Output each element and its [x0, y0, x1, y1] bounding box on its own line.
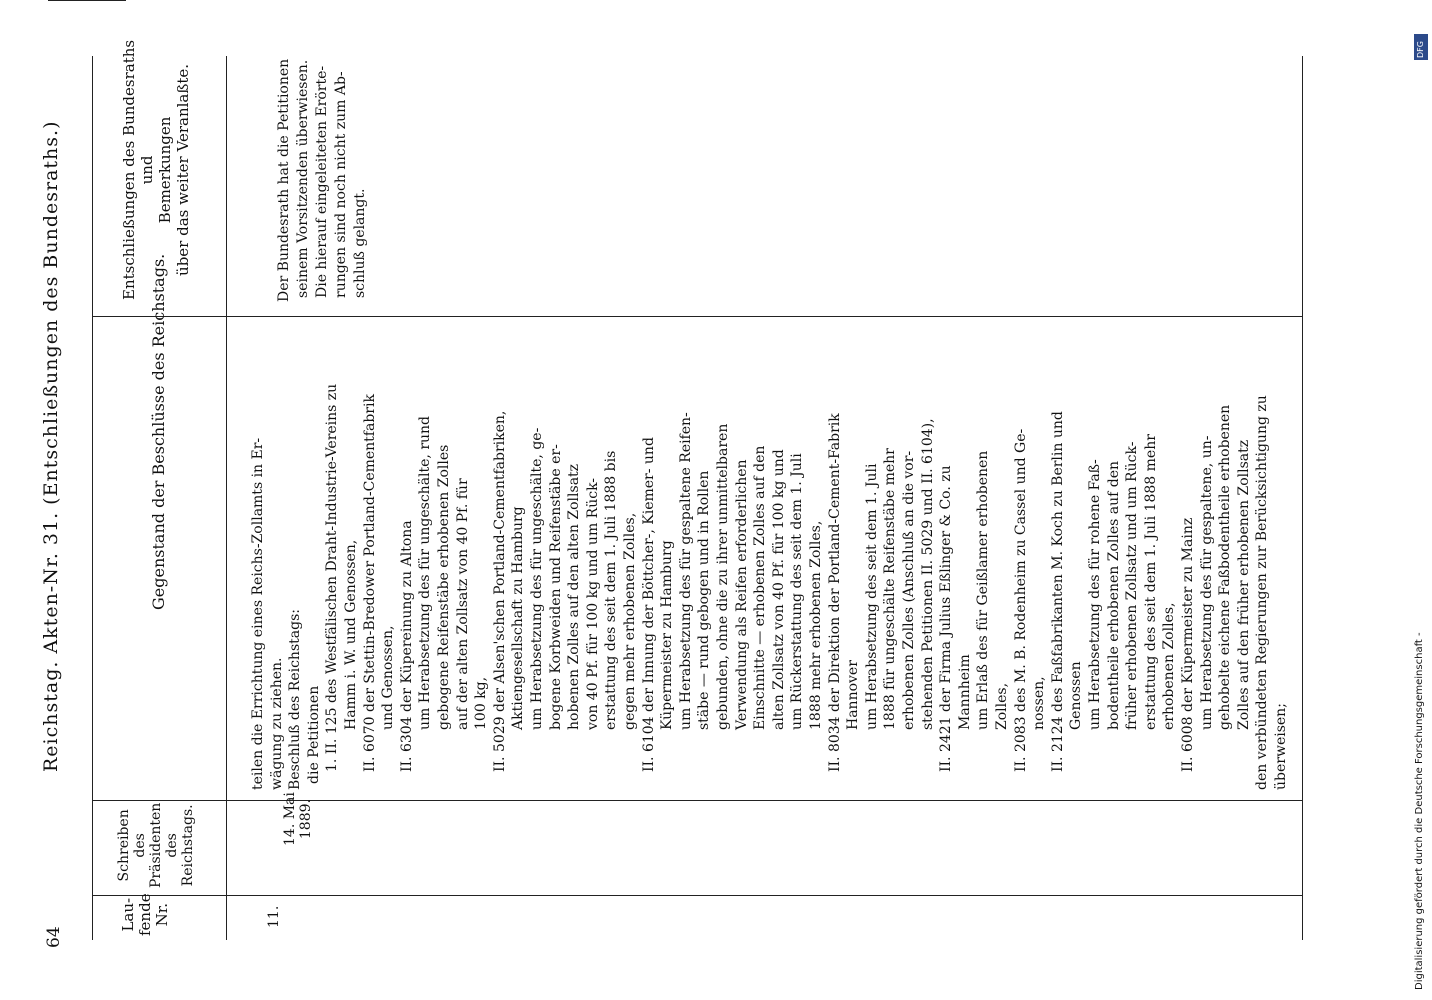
- subject-line: II. 2124 des Faßfabrikanten M. Koch zu Berlin und: [1049, 411, 1066, 772]
- subject-line: erstattung des seit dem 1. Juli 1888 bis: [603, 450, 620, 730]
- subject-line: erstattung des seit dem 1. Juli 1888 mehr: [1142, 434, 1159, 730]
- subject-line: bodentheile erhobenen Zolles auf den: [1105, 460, 1122, 730]
- page-number: 64: [44, 926, 64, 948]
- subject-line: Einschnitte — erhobenen Zolles auf den: [752, 445, 769, 730]
- subject-line: 1888 für ungeschälte Reifenstäbe mehr: [882, 448, 899, 730]
- remarks-line: seinem Vorsitzenden überwiesen.: [295, 59, 311, 298]
- remarks-line: Der Bundesrath hat die Petitionen: [276, 58, 292, 302]
- column-divider-3: [92, 316, 1302, 317]
- subject-line: um Herabsetzung des für ungeschälte, rund: [417, 415, 434, 730]
- subject-line: II. 8034 der Direktion der Portland-Cement-Fabrik: [826, 413, 843, 772]
- entry-number: 11.: [266, 905, 282, 928]
- subject-line: Küpermeister zu Hamburg: [659, 540, 676, 730]
- subject-line: um Herabsetzung des für ungeschälte, ge-: [529, 427, 545, 730]
- subject-line: Hamm i. W. und Genossen,: [343, 539, 359, 730]
- subject-line: um Herabsetzung des seit dem 1. Juli: [863, 463, 880, 730]
- subject-line: teilen die Errichtung eines Reichs-Zollamts in Er-: [250, 437, 266, 790]
- subject-line: II. 6070 der Stettin-Bredower Portland-Cementfabrik: [361, 394, 378, 772]
- header-bottom-rule: [226, 56, 227, 940]
- subject-line: 1. II. 125 des Westfälischen Draht-Industrie-Vereins zu: [324, 383, 341, 772]
- subject-line: Genossen: [1068, 661, 1085, 730]
- dfg-logo: DFG: [1414, 34, 1428, 60]
- running-head: Reichstag. Akten-Nr. 31. (Entschließungen des Bundesraths.): [40, 120, 62, 772]
- remarks-line: Die hierauf eingeleiteten Erörte-: [314, 65, 330, 298]
- subject-line: und Genossen,: [380, 625, 397, 730]
- subject-line: II. 2421 der Firma Julius Eßlinger & Co. zu: [938, 465, 955, 772]
- subject-line: II. 6104 der Innung der Böttcher-, Kiemer- und: [640, 437, 657, 772]
- remarks-line: rungen sind noch nicht zum Ab-: [333, 71, 349, 298]
- table-bottom-rule: [1302, 56, 1303, 940]
- subject-line: Aktiengesellschaft zu Hamburg: [510, 506, 527, 730]
- subject-line: stehenden Petitionen II. 5029 und II. 6104),: [919, 418, 936, 730]
- subject-line: alten Zollsatz von 40 Pf. für 100 kg und: [770, 449, 787, 730]
- subject-line: gebogene Reifenstäbe erhobenen Zolles: [436, 444, 452, 730]
- subject-line: um Herabsetzung des für gespaltene Reifen-: [677, 412, 694, 730]
- subject-line: den verbündeten Regierungen zur Berücksichtigung zu: [1254, 395, 1271, 790]
- subject-line: um Rückerstattung des seit dem 1. Juli: [789, 453, 806, 730]
- subject-line: um Herabsetzung des für gespaltene, un-: [1198, 435, 1215, 730]
- subject-line: von 40 Pf. für 100 kg und um Rück-: [584, 477, 601, 730]
- subject-line: II. 6008 der Küpermeister zu Mainz: [1180, 517, 1196, 772]
- subject-line: nossen,: [1031, 676, 1048, 730]
- column-header-subject: Gegenstand der Beschlüsse des Reichstags.: [149, 253, 168, 610]
- subject-line: Beschluß des Reichstags:: [287, 609, 304, 790]
- column-header-remarks: Entschließungen des Bundesraths und Bemerkungen über das weiter Veranlaßte.: [120, 39, 192, 300]
- subject-line: Hannover: [845, 660, 862, 730]
- subject-line: Zolles,: [994, 682, 1010, 730]
- subject-line: gebunden, ohne die zu ihrer unmittelbaren: [715, 423, 731, 730]
- subject-line: hobenen Zolles auf den alten Zollsatz: [566, 463, 583, 730]
- subject-line: erhobenen Zolles,: [1161, 602, 1178, 730]
- entry-date: 14. Mai 1889.: [282, 792, 314, 846]
- subject-line: gegen mehr erhobenen Zolles,: [622, 512, 638, 730]
- column-header-letter: Schreiben des Präsidenten des Reichstags.: [116, 802, 196, 888]
- subject-line: auf der alten Zollsatz von 40 Pf. für: [454, 478, 471, 730]
- subject-line: erhobenen Zolles (Anschluß an die vor-: [901, 450, 917, 730]
- subject-line: früher erhobenen Zollsatz und um Rück-: [1124, 441, 1141, 730]
- subject-line: Verwendung als Reifen erforderlichen: [733, 459, 750, 730]
- column-divider-2: [92, 800, 1302, 801]
- subject-line: II. 6304 der Küpereinung zu Altona: [398, 520, 415, 772]
- subject-line: gehobelte eichene Faßbodentheile erhobenen: [1217, 404, 1234, 730]
- column-divider-1: [92, 895, 1302, 896]
- subject-line: II. 2083 des M. B. Rodenheim zu Cassel und Ge-: [1012, 428, 1029, 772]
- digitization-credit: Digitalisierung gefördert durch die Deutsche Forschungsgemeinschaft -: [1414, 632, 1425, 990]
- subject-line: stäbe — rund gebogen und in Rollen: [696, 470, 713, 730]
- subject-line: Mannheim: [956, 654, 973, 730]
- column-header-number: Lau- fende Nr.: [119, 893, 171, 936]
- subject-line: 100 kg,: [473, 676, 490, 730]
- subject-line: um Erlaß des für Geißlamer erhobenen: [975, 450, 992, 730]
- subject-line: wägung zu ziehen.: [268, 657, 285, 790]
- subject-line: die Petitionen: [305, 685, 322, 784]
- subject-line: bogene Korbweiden und Reifenstäbe er-: [547, 444, 564, 730]
- top-rule: [48, 0, 126, 1]
- subject-line: Zolles auf den früher erhobenen Zollsatz: [1235, 439, 1252, 730]
- subject-line: überweisen;: [1273, 703, 1289, 790]
- subject-line: um Herabsetzung des für rohene Faß-: [1087, 459, 1103, 730]
- subject-line: 1888 mehr erhobenen Zolles,: [808, 520, 824, 730]
- subject-line: II. 5029 der Alsen'schen Portland-Cementfabriken,: [491, 410, 508, 772]
- remarks-line: schluß gelangt.: [352, 188, 368, 298]
- table-top-rule: [92, 56, 93, 940]
